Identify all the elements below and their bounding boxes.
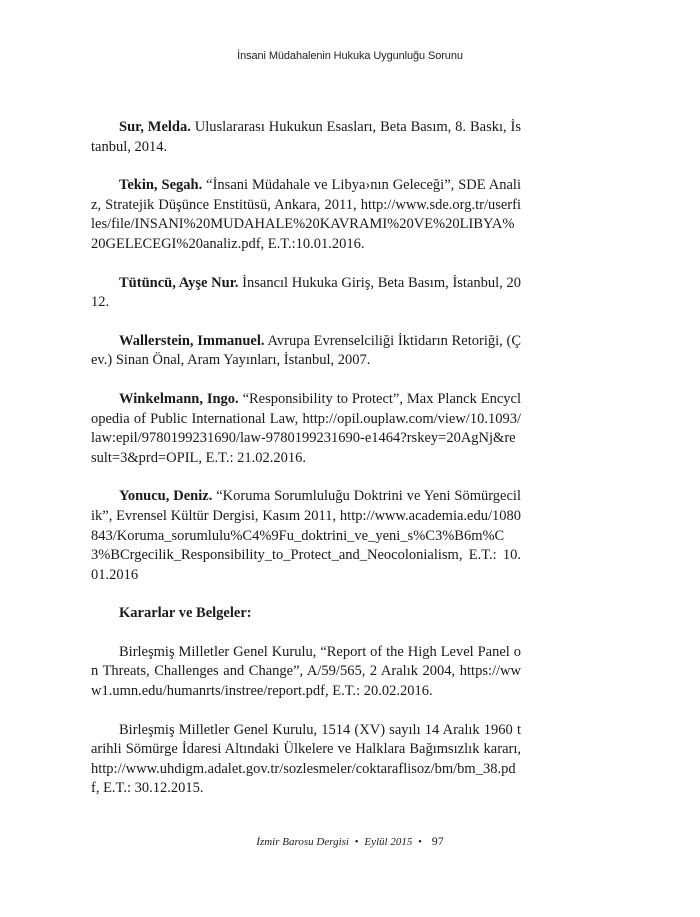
journal-issue: Eylül 2015 bbox=[364, 836, 413, 848]
reference-entry bbox=[91, 487, 521, 585]
running-footer bbox=[0, 834, 700, 849]
reference-entry bbox=[91, 390, 521, 468]
reference-author: Winkelmann, Ingo. bbox=[119, 390, 239, 407]
reference-author: Tekin, Segah. bbox=[119, 177, 203, 194]
reference-entry bbox=[91, 176, 521, 254]
reference-entry bbox=[91, 332, 521, 371]
reference-entry bbox=[91, 118, 521, 157]
reference-text: Avrupa Evrenselciliği İktidarın Retoriği, (Çev.) Sinan Önal, Aram Yayınları, İstanbul, 2007. bbox=[91, 332, 521, 369]
reference-author: Tütüncü, Ayşe Nur. bbox=[119, 274, 239, 291]
reference-text: Uluslararası Hukukun Esasları, Beta Basım, 8. Baskı, İstanbul, 2014. bbox=[91, 119, 522, 155]
reference-entry bbox=[91, 274, 521, 313]
reference-author: Yonucu, Deniz. bbox=[119, 488, 213, 505]
reference-text: İnsancıl Hukuka Giriş, Beta Basım, İstanbul, 2012. bbox=[91, 274, 521, 311]
document-entry: Birleşmiş Milletler Genel Kurulu, 1514 (XV) sayılı 14 Aralık 1960 tarihli Sömürge İdaresi Altındaki Ülkelere ve Halklara Bağımsızlık kararı, http://www.uhdigm.adalet.gov.tr/sozlesmeler/coktaraflisoz/bm/bm_38.pdf, E.T.: 30.12.2015. bbox=[91, 721, 521, 797]
section-heading: Kararlar ve Belgeler: bbox=[119, 605, 252, 622]
reference-text: “Koruma Sorumluluğu Doktrini ve Yeni Sömürgecilik”, Evrensel Kültür Dergisi, Kasım 2011, http://www.academia.edu/1080843/Koruma_sorumlulu%C4%9Fu_doktrini_ve_yeni_s%C3%B6m%C3%BCrgecilik_Responsibility_to_Protect_and_Neocolonialism, E.T.: 10.01.2016 bbox=[91, 488, 521, 583]
footer-separator: • bbox=[418, 836, 422, 848]
reference-text: “Responsibility to Protect”, Max Planck Encyclopedia of Public International Law, http://opil.ouplaw.com/view/10.1093/law:epil/9780199231690/law-9780199231690-e1464?rskey=20AgNj&result=3&prd=OPIL, E.T.: 21.02.2016. bbox=[91, 390, 521, 466]
reference-author: Sur, Melda. bbox=[119, 119, 191, 135]
running-header: İnsani Müdahalenin Hukuka Uygunluğu Sorunu bbox=[237, 50, 463, 62]
reference-author: Wallerstein, Immanuel. bbox=[119, 332, 265, 349]
journal-name: İzmir Barosu Dergisi bbox=[256, 836, 349, 848]
footer-separator: • bbox=[354, 836, 359, 848]
document-entry: Birleşmiş Milletler Genel Kurulu, “Report of the High Level Panel on Threats, Challenges and Change”, A/59/565, 2 Aralık 2004, https://www1.umn.edu/humanrts/instree/report.pdf, E.T.: 20.02.2016. bbox=[91, 643, 521, 700]
bibliography bbox=[91, 118, 521, 818]
reference-text: “İnsani Müdahale ve Libya›nın Geleceği”, SDE Analiz, Stratejik Düşünce Enstitüsü, Ankara, 2011, http://www.sde.org.tr/userfiles/file/INSANI%20MUDAHALE%20KAVRAMI%20VE%20LIBYA%20GELECEGI%20analiz.pdf, E.T.:10.01.2016. bbox=[91, 177, 521, 252]
page-number: 97 bbox=[431, 834, 444, 848]
